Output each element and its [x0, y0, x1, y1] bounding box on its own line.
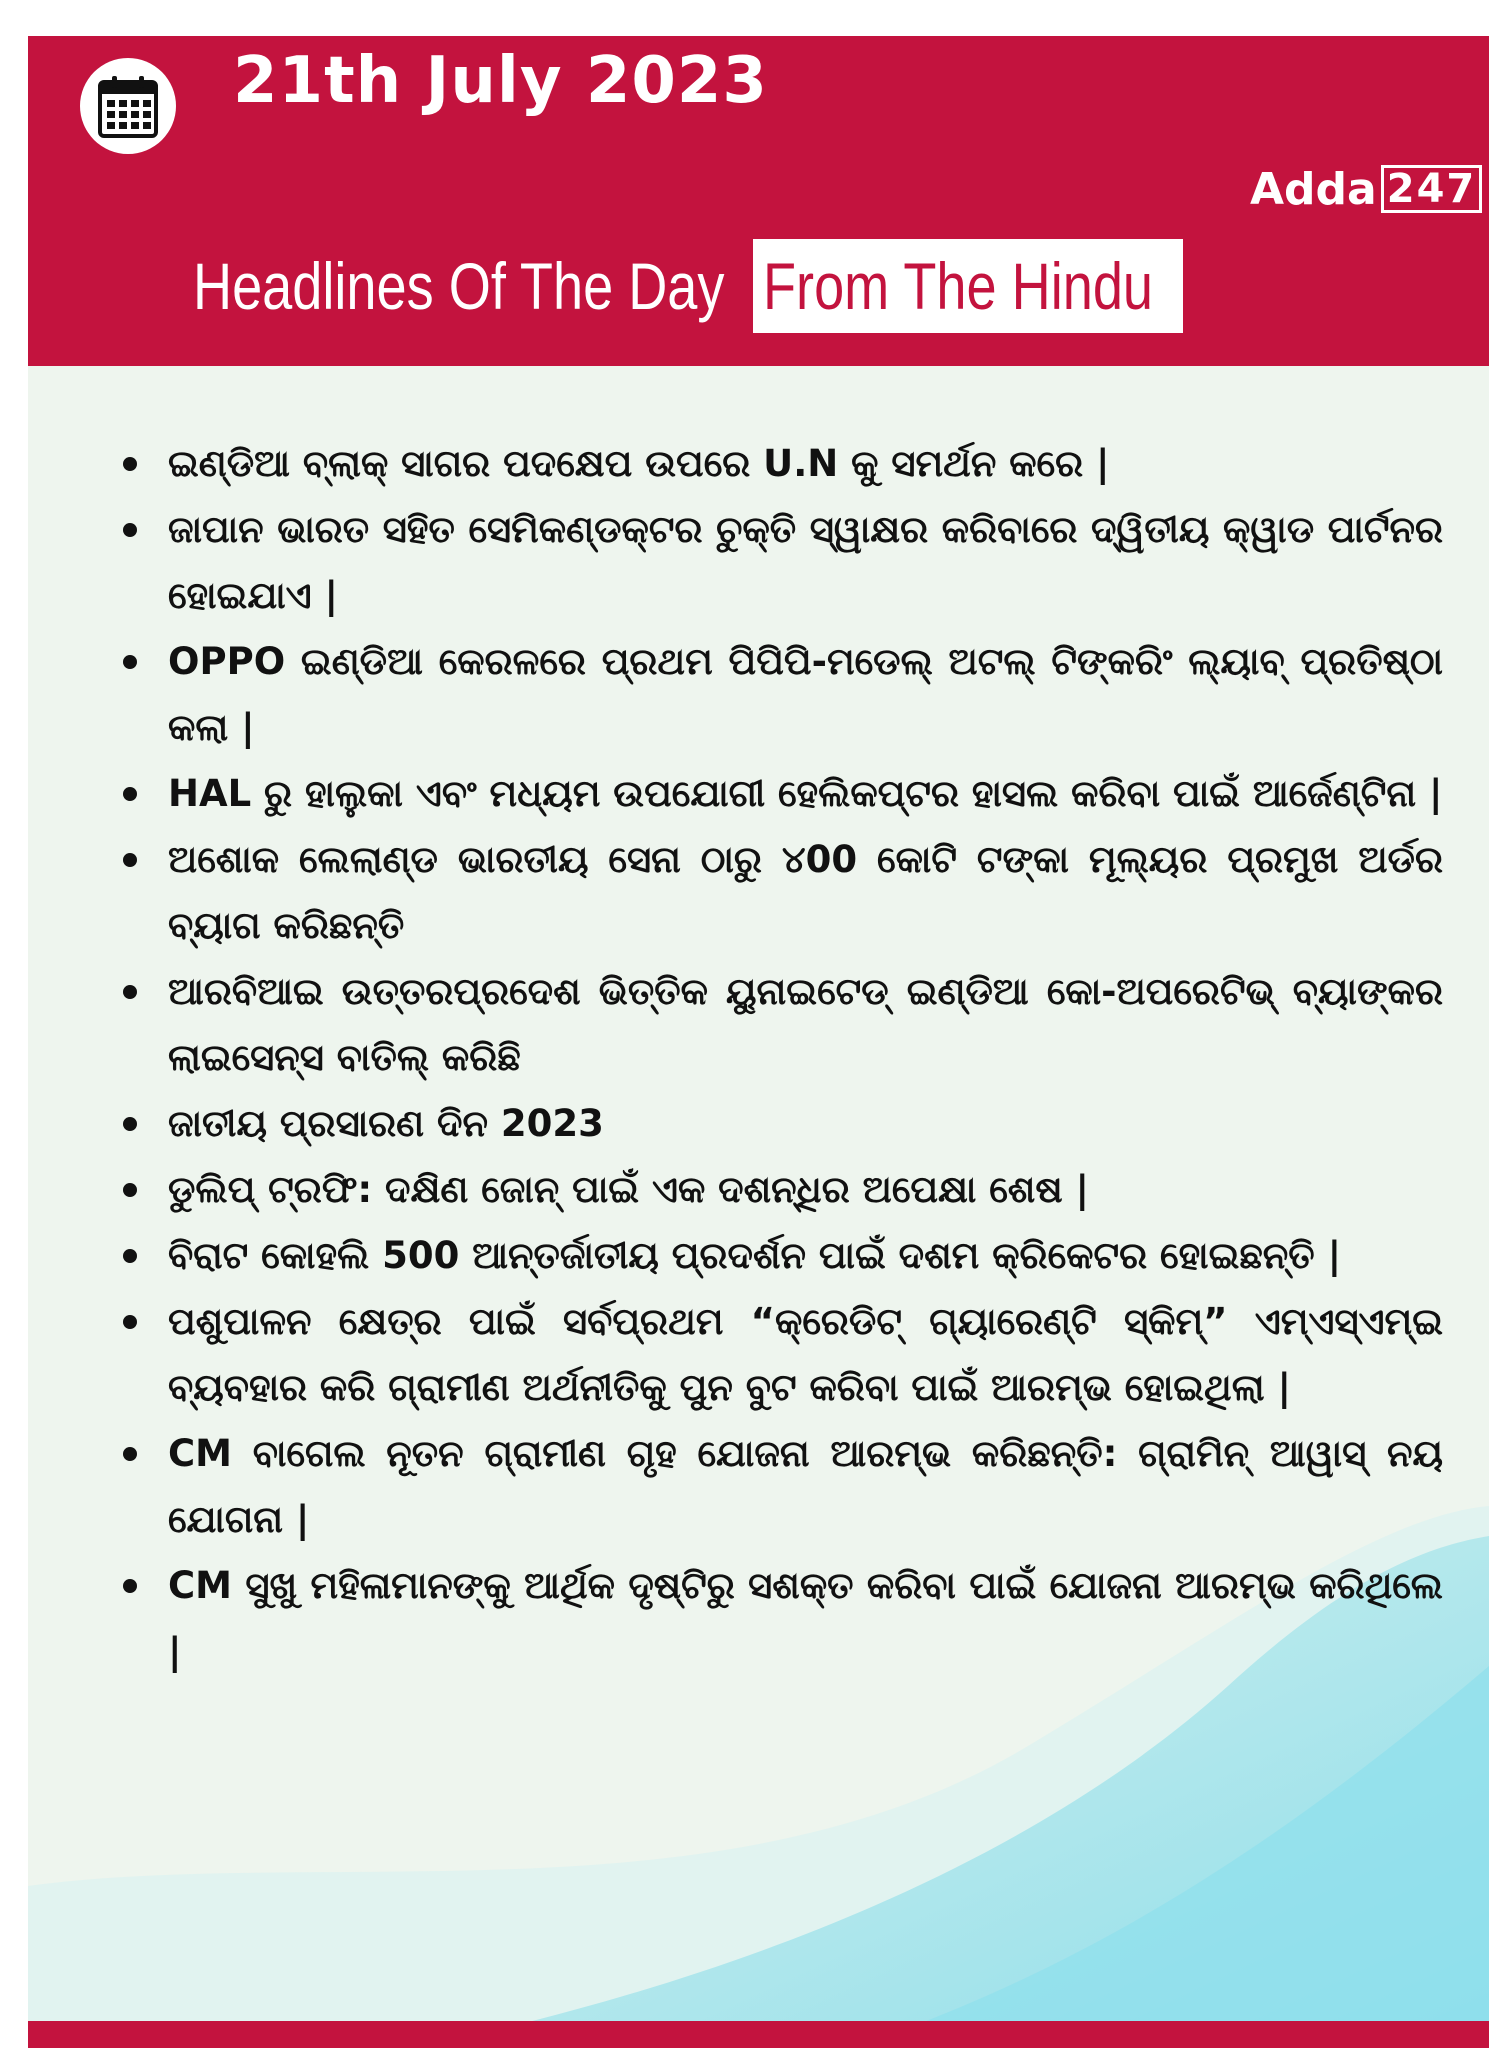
source-box [753, 239, 1183, 333]
calendar-icon [98, 74, 158, 138]
header-banner [28, 36, 1489, 366]
list-item: HAL ରୁ ହାଲୁକା ଏବଂ ମଧ୍ୟମ ଉପଯୋଗୀ ହେଲିକପ୍ଟର ହାସଲ କରିବା ପାଇଁ ଆର୍ଜେଣ୍ଟିନା | [113, 761, 1443, 827]
logo-number: 247 [1381, 165, 1483, 213]
list-item: OPPO ଇଣ୍ଡିଆ କେରଳରେ ପ୍ରଥମ ପିପିପି-ମଡେଲ୍ ଅଟଲ୍ ଟିଙ୍କରିଂ ଲ୍ୟାବ୍ ପ୍ରତିଷ୍ଠା କଲା | [113, 629, 1443, 761]
list-item: ଜାପାନ ଭାରତ ସହିତ ସେମିକଣ୍ଡକ୍ଟର ଚୁକ୍ତି ସ୍ୱାକ୍ଷର କରିବାରେ ଦ୍ୱିତୀୟ କ୍ୱାଡ ପାର୍ଟନର ହୋଇଯାଏ | [113, 497, 1443, 629]
list-item: ଇଣ୍ଡିଆ ବ୍ଲାକ୍ ସାଗର ପଦକ୍ଷେପ ଉପରେ U.N କୁ ସମର୍ଥନ କରେ | [113, 431, 1443, 497]
headline-list [113, 431, 1443, 1685]
source-label: From The Hindu [763, 249, 1154, 323]
logo-word: Adda [1250, 163, 1377, 215]
poster [28, 36, 1489, 2048]
footer-bar [28, 2021, 1489, 2048]
list-item: ବିରାଟ କୋହଲି 500 ଆନ୍ତର୍ଜାତୀୟ ପ୍ରଦର୍ଶନ ପାଇଁ ଦଶମ କ୍ରିକେଟର ହୋଇଛନ୍ତି | [113, 1223, 1443, 1289]
list-item: ଜାତୀୟ ପ୍ରସାରଣ ଦିନ 2023 [113, 1091, 1443, 1157]
list-item: ପଶୁପାଳନ କ୍ଷେତ୍ର ପାଇଁ ସର୍ବପ୍ରଥମ “କ୍ରେଡିଟ୍ ଗ୍ୟାରେଣ୍ଟି ସ୍କିମ୍” ଏମ୍ଏସ୍ଏମ୍ଇ ବ୍ୟବହାର କରି ଗ୍ରାମୀଣ ଅର୍ଥନୀତିକୁ ପୁନ ବୁଟ କରିବା ପାଇଁ ଆରମ୍ଭ ହୋଇଥିଲା | [113, 1289, 1443, 1421]
list-item: CM ବାଗେଲ ନୂତନ ଗ୍ରାମୀଣ ଗୃହ ଯୋଜନା ଆରମ୍ଭ କରିଛନ୍ତି: ଗ୍ରାମିନ୍ ଆୱାସ୍ ନୟ ଯୋଗନା | [113, 1421, 1443, 1553]
list-item: CM ସୁଖୁ ମହିଳାମାନଙ୍କୁ ଆର୍ଥିକ ଦୃଷ୍ଟିରୁ ସଶକ୍ତ କରିବା ପାଇଁ ଯୋଜନା ଆରମ୍ଭ କରିଥିଲେ | [113, 1553, 1443, 1685]
list-item: ଅଶୋକ ଲେଲାଣ୍ଡ ଭାରତୀୟ ସେନା ଠାରୁ ୪00 କୋଟି ଟଙ୍କା ମୂଲ୍ୟର ପ୍ରମୁଖ ଅର୍ଡର ବ୍ୟାଗ କରିଛନ୍ତି [113, 827, 1443, 959]
calendar-badge [80, 58, 176, 154]
list-item: ଆରବିଆଇ ଉତ୍ତରପ୍ରଦେଶ ଭିତ୍ତିକ ୟୁନାଇଟେଡ୍ ଇଣ୍ଡିଆ କୋ-ଅପରେଟିଭ୍ ବ୍ୟାଙ୍କର ଲାଇସେନ୍ସ ବାତିଲ୍ କରିଛି [113, 959, 1443, 1091]
date-label: 21th July 2023 [233, 44, 768, 118]
list-item: ଡୁଲିପ୍ ଟ୍ରଫି: ଦକ୍ଷିଣ ଜୋନ୍ ପାଇଁ ଏକ ଦଶନ୍ଧିର ଅପେକ୍ଷା ଶେଷ | [113, 1157, 1443, 1223]
title-row [193, 236, 1183, 336]
page-title: Headlines Of The Day [193, 249, 725, 323]
adda247-logo [1250, 164, 1482, 214]
